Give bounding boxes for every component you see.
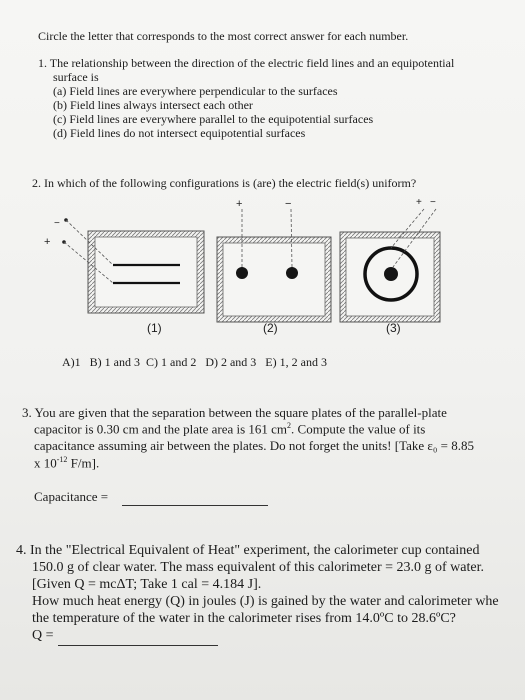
q4-answer-label: Q = <box>32 628 54 643</box>
q1-stem-line2: surface is <box>53 70 99 84</box>
q1-option-b[interactable]: (b) Field lines always intersect each other <box>53 98 253 112</box>
instructions: Circle the letter that corresponds to the most correct answer for each number. <box>38 29 409 43</box>
q3-answer-line[interactable] <box>122 505 268 506</box>
q1-option-d[interactable]: (d) Field lines do not intersect equipotential surfaces <box>53 126 306 140</box>
svg-text:−: − <box>430 197 436 208</box>
q3-line1: 3. You are given that the separation between the square plates of the parallel-plate <box>22 405 447 420</box>
q3-area-exponent: 2 <box>287 421 292 430</box>
q2-answer-choices[interactable]: A)1 B) 1 and 3 C) 1 and 2 D) 2 and 3 E) 1, 2 and 3 <box>62 355 327 369</box>
q3-line2-text: capacitor is 0.30 cm and the plate area is 161 cm <box>34 421 288 437</box>
configuration-3 <box>340 197 440 322</box>
q4-line3: [Given Q = mcΔT; Take 1 cal = 4.184 J]. <box>32 577 262 592</box>
q3-line2 <box>34 422 425 437</box>
svg-text:−: − <box>285 198 292 210</box>
q1-stem-line1: 1. The relationship between the direction of the electric field lines and an equipotential <box>38 56 455 70</box>
q4-line4: How much heat energy (Q) in joules (J) is gained by the water and calorimeter whe <box>32 594 499 609</box>
svg-text:+: + <box>236 198 243 210</box>
q3-line3: capacitance assuming air between the plates. Do not forget the units! [Take ε₀ = 8.85 <box>34 438 474 453</box>
configuration-1-label: (1) <box>147 321 162 335</box>
configuration-3-label: (3) <box>386 321 401 335</box>
svg-text:+: + <box>416 197 422 208</box>
svg-text:+: + <box>44 236 51 248</box>
q3-line4 <box>34 456 99 471</box>
svg-text:−: − <box>54 218 60 229</box>
q3-epsilon-exponent: -12 <box>56 455 68 464</box>
configuration-2-label: (2) <box>263 321 278 335</box>
q4-line5: the temperature of the water in the calorimeter rises from 14.0ºC to 28.6ºC? <box>32 611 456 626</box>
q3-line4-text-end: F/m]. <box>67 455 100 471</box>
configuration-2 <box>217 198 331 322</box>
q1-option-c[interactable]: (c) Field lines are everywhere parallel to the equipotential surfaces <box>53 112 374 126</box>
q3-line4-text: x 10 <box>34 455 57 471</box>
q2-stem: 2. In which of the following configurations is (are) the electric field(s) uniform? <box>32 176 417 190</box>
q3-line2-text-end: . Compute the value of its <box>291 421 426 437</box>
q3-answer-label: Capacitance = <box>34 489 109 504</box>
q4-line2: 150.0 g of clear water. The mass equivalent of this calorimeter = 23.0 g of water. <box>32 560 484 575</box>
q1-option-a[interactable]: (a) Field lines are everywhere perpendicular to the surfaces <box>53 84 338 98</box>
q4-answer-line[interactable] <box>58 645 218 646</box>
q4-line1: 4. In the "Electrical Equivalent of Heat" experiment, the calorimeter cup contained <box>16 543 480 558</box>
configuration-1 <box>44 218 204 313</box>
